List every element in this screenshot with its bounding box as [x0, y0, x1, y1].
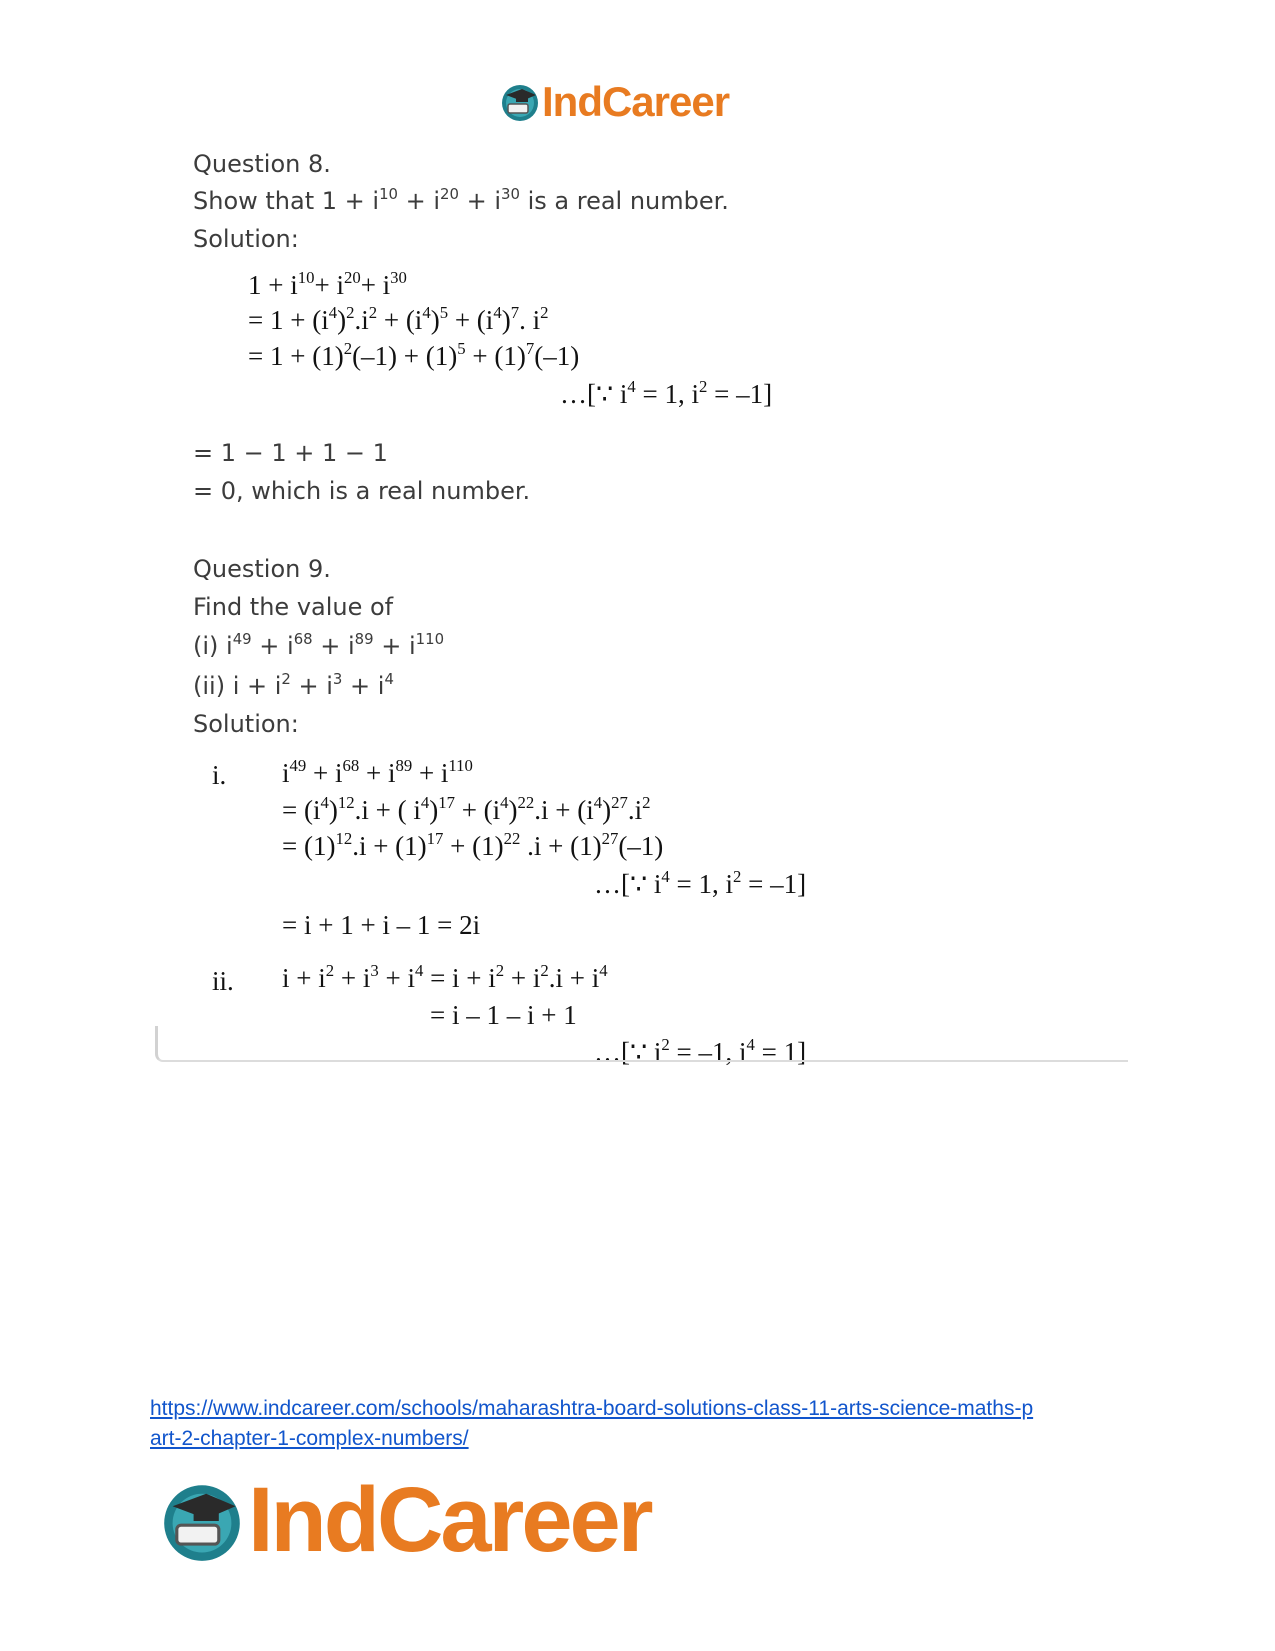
q9-sol-ii-line-1: $i + i^2 + i^3 + i^4 = i + i^2 + i^2.i + i^4$ — [282, 961, 608, 993]
q9-sol-i-line-1: $i^{49} + i^{68} + i^{89} + i^{110}$ — [282, 756, 473, 788]
q9-sol-i-line-3: = $(1)^{12}.i + (1)^{17} + (1)^{22}$ $.i + (1)^{27}(-1)$ — [282, 829, 664, 861]
brand-name-large: IndCareer — [248, 1469, 651, 1571]
header-logo — [500, 78, 729, 126]
question-9-part-1: (i) $i^{49} + i^{68} + i^{89} + i^{110}$ — [193, 630, 445, 660]
q9-sol-i-label: i. — [212, 760, 227, 790]
brand-name: IndCareer — [542, 78, 730, 125]
graduation-cap-book-icon — [500, 82, 540, 122]
q9-sol-ii-label: ii. — [212, 966, 234, 996]
q8-final-answer: = 0, which is a real number. — [193, 477, 531, 505]
question-9-part-2: (ii) $i + i^2 + i^3 + i^4$ — [193, 670, 394, 700]
q8-equation-line-2: = $1 + (i^4)^2.i^2 + (i^4)^5 + (i^4)^7$. $i^2$ — [248, 303, 549, 335]
source-url-line-1: https://www.indcareer.com/schools/maharashtra-board-solutions-class-11-arts-science-maths-p — [150, 1397, 1034, 1420]
q9-sol-i-result: = i + 1 + i – 1 = 2i — [282, 910, 481, 940]
q8-equation-line-3: = $1 + (1)^2(-1) + (1)^5 + (1)^7(-1)$ — [248, 339, 580, 371]
question-8-title: Question 8. — [193, 150, 331, 178]
question-8-solution-label: Solution: — [193, 225, 299, 253]
graduation-cap-book-icon — [160, 1479, 244, 1563]
q9-sol-ii-identity-note: …[∵ $i^2 = -1$, $i^4 = 1$] — [594, 1035, 807, 1067]
solution-image-border — [155, 1026, 1128, 1062]
q8-result-step: = 1 − 1 + 1 − 1 — [193, 439, 388, 467]
q9-sol-ii-line-2: = i – 1 – i + 1 — [430, 1000, 577, 1030]
q8-equation-line-1: $1 + i^{10}+ i^{20}+ i^{30}$ — [248, 268, 407, 300]
footer-logo — [160, 1468, 651, 1573]
q8-identity-note: …[∵ $i^4 = 1$, $i^2 = -1$] — [560, 377, 773, 409]
question-9-solution-label: Solution: — [193, 710, 299, 738]
question-8-statement: Show that $1 + i^{10} + i^{20} + i^{30}$ is a real number. — [193, 185, 729, 215]
source-url-line-2: art-2-chapter-1-complex-numbers/ — [150, 1427, 469, 1450]
question-9-statement: Find the value of — [193, 593, 394, 621]
q9-sol-i-identity-note: …[∵ $i^4 = 1$, $i^2 = -1$] — [594, 867, 807, 899]
question-9-title: Question 9. — [193, 555, 331, 583]
q9-sol-i-line-2: = $(i^4)^{12}.i$ + ( $i^4)^{17} + (i^4)^{22}.i + (i^4)^{27}.i^2$ — [282, 793, 651, 825]
source-url-link[interactable] — [150, 1394, 1110, 1454]
